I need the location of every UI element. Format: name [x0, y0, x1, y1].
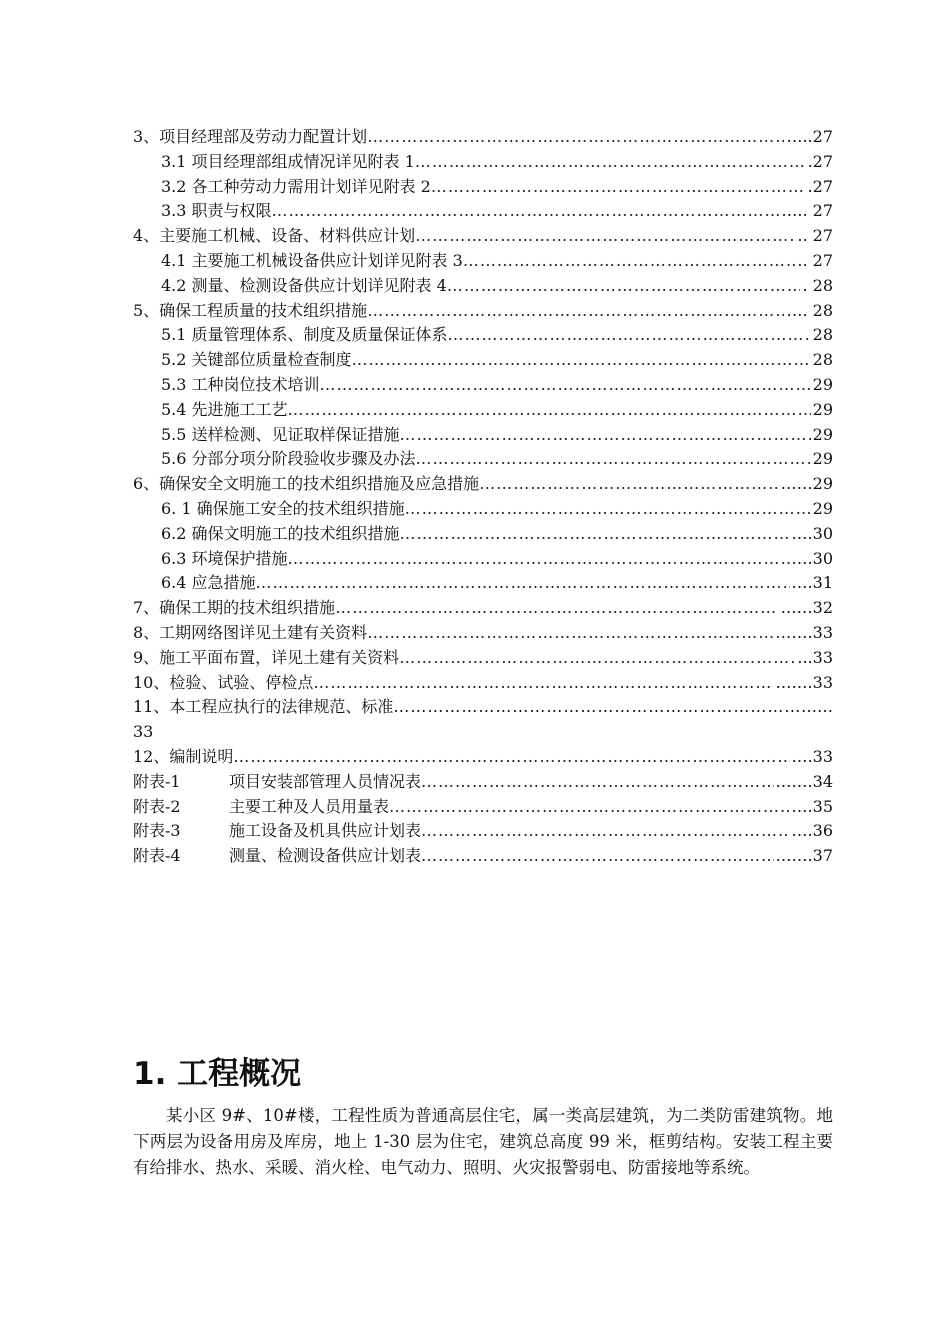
toc-entry-label: 5.2 关键部位质量检查制度: [161, 350, 352, 370]
toc-entry-3[interactable]: [133, 125, 833, 150]
toc-entry-8[interactable]: [133, 621, 833, 646]
toc-entry-12[interactable]: [133, 745, 833, 770]
toc-entry-label: 4、主要施工机械、设备、材料供应计划: [133, 226, 416, 246]
toc-entry-6-4[interactable]: [133, 571, 833, 596]
toc-entry-page: .27: [807, 176, 833, 196]
toc-appendix-3[interactable]: [133, 819, 833, 844]
toc-entry-page: 29: [812, 498, 833, 518]
toc-entry-label: 12、编制说明: [133, 746, 234, 766]
toc-entry-page: ….36: [791, 821, 833, 841]
toc-entry-page-wrapped: 33: [133, 722, 154, 742]
toc-entry-11[interactable]: [133, 695, 833, 745]
toc-entry-page: ….. 27: [781, 201, 833, 221]
toc-entry-page: …..27: [786, 127, 833, 146]
toc-leader-dots: [389, 795, 790, 820]
toc-leader-dots: [288, 547, 790, 572]
toc-entry-3-1[interactable]: [133, 150, 833, 175]
toc-entry-5-4[interactable]: [133, 398, 833, 423]
toc-entry-page: .. 27: [797, 250, 833, 270]
toc-entry-6-1[interactable]: [133, 497, 833, 522]
toc-leader-dots: [447, 274, 801, 299]
toc-entry-5-1[interactable]: [133, 323, 833, 348]
toc-entry-6-2[interactable]: [133, 522, 833, 547]
appendix-code: 附表-1: [133, 771, 181, 791]
toc-leader-dots: [367, 125, 784, 150]
toc-entry-6-3[interactable]: [133, 547, 833, 572]
toc-leader-dots: [448, 323, 811, 348]
toc-entry-page: ……29: [780, 474, 833, 494]
toc-leader-dots: [399, 646, 795, 671]
toc-leader-dots: [400, 423, 811, 448]
toc-leader-dots: [400, 522, 790, 547]
toc-entry-page: . 28: [802, 275, 833, 295]
appendix-code: 附表-4: [133, 846, 181, 866]
toc-entry-7[interactable]: [133, 596, 833, 621]
toc-entry-label: 6.3 环境保护措施: [161, 548, 288, 568]
toc-entry-label: 8、工期网络图详见土建有关资料: [133, 622, 368, 642]
toc-leader-dots: [421, 844, 774, 869]
toc-entry-page: ...33: [797, 647, 833, 667]
toc-entry-page: 29: [812, 374, 833, 394]
toc-entry-5-5[interactable]: [133, 423, 833, 448]
toc-leader-dots: [415, 224, 795, 249]
toc-leader-dots: [463, 249, 796, 274]
toc-entry-page: ….33: [791, 622, 833, 642]
toc-entry-5-2[interactable]: [133, 348, 833, 373]
toc-leader-dots: [288, 398, 811, 423]
appendix-title: 主要工种及人员用量表: [229, 796, 390, 816]
toc-entry-page: 29: [812, 449, 833, 469]
toc-entry-page: ….30: [791, 523, 833, 543]
section-paragraph: 某小区 9#、10#楼，工程性质为普通高层住宅，属一类高层建筑，为二类防雷建筑物。地下两层为设备用房及库房，地上 1-30 层为住宅，建筑总高度 99 米，框剪结构。安装工程主要有给排水、热水、采暖、消火栓、电气动力、照明、火灾报警弱电、防雷接地等系统。: [133, 1106, 833, 1177]
toc-leader-dots: [272, 199, 780, 224]
appendix-code: 附表-3: [133, 821, 181, 841]
appendix-title: 测量、检测设备供应计划表: [229, 846, 422, 866]
toc-entry-page: 29: [812, 424, 833, 444]
toc-entry-page: .27: [807, 151, 833, 171]
toc-leader-dots: [479, 472, 778, 497]
toc-leader-dots: [335, 596, 778, 621]
toc-leader-dots: [367, 621, 789, 646]
toc-entry-label: 5、确保工程质量的技术组织措施: [133, 300, 368, 320]
toc-entry-label: 5.4 先进施工工艺: [161, 399, 288, 419]
toc-leader-dots: [405, 497, 811, 522]
toc-entry-label: 9、施工平面布置，详见土建有关资料: [133, 647, 400, 667]
toc-entry-label: 3、项目经理部及劳动力配置计划: [133, 127, 368, 146]
toc-entry-label: 7、确保工期的技术组织措施: [133, 598, 336, 618]
toc-entry-page: 29: [812, 399, 833, 419]
toc-entry-page: …. 28: [786, 300, 833, 320]
toc-leader-dots: [367, 299, 784, 324]
toc-entry-page: 28: [812, 350, 833, 370]
toc-leader-dots: [393, 695, 801, 720]
toc-leader-dots: [352, 348, 811, 373]
toc-leader-dots: [313, 671, 773, 696]
toc-entry-6[interactable]: [133, 472, 833, 497]
toc-entry-label: 6.4 应急措施: [161, 573, 256, 593]
toc-leader-dots: [431, 175, 806, 200]
appendix-code: 附表-2: [133, 796, 181, 816]
toc-leader-dots: [416, 447, 811, 472]
toc-entry-4-2[interactable]: [133, 274, 833, 299]
toc-entry-label: 6. 1 确保施工安全的技术组织措施: [161, 498, 405, 518]
toc-entry-page: ….33: [791, 746, 833, 766]
toc-entry-label: [133, 844, 421, 869]
appendix-title: 施工设备及机具供应计划表: [229, 821, 422, 841]
toc-entry-label: 4.1 主要施工机械设备供应计划详见附表 3: [161, 250, 463, 270]
toc-entry-label: 3.2 各工种劳动力需用计划详见附表 2: [161, 176, 431, 196]
toc-entry-page: …….37: [775, 846, 833, 866]
toc-entry-page: …….33: [775, 672, 833, 692]
toc-entry-4-1[interactable]: [133, 249, 833, 274]
toc-entry-5-6[interactable]: [133, 447, 833, 472]
toc-entry-label: 4.2 测量、检测设备供应计划详见附表 4: [161, 275, 447, 295]
toc-entry-page: .. 27: [797, 226, 833, 246]
toc-leader-dots: [256, 571, 790, 596]
toc-entry-label: 3.3 职责与权限: [161, 201, 272, 221]
section-heading: 1. 工程概况: [133, 1056, 302, 1092]
toc-entry-label: [133, 819, 421, 844]
toc-entry-label: 5.1 质量管理体系、制度及质量保证体系: [161, 325, 448, 345]
toc-leader-dots: [415, 150, 806, 175]
toc-entry-label: [133, 770, 421, 795]
toc-entry-label: 10、检验、试验、停检点: [133, 672, 314, 692]
toc-entry-page: ……: [801, 697, 833, 717]
toc-entry-page: ….31: [791, 573, 833, 593]
toc-appendix-2[interactable]: [133, 795, 833, 820]
toc-entry-label: 5.5 送样检测、见证取样保证措施: [161, 424, 400, 444]
toc-entry-page: 28: [812, 325, 833, 345]
toc-entry-label: 5.3 工种岗位技术培训: [161, 374, 320, 394]
toc-entry-label: 5.6 分部分项分阶段验收步骤及办法: [161, 449, 416, 469]
toc-entry-3-3[interactable]: [133, 199, 833, 224]
toc-entry-label: 6、确保安全文明施工的技术组织措施及应急措施: [133, 474, 480, 494]
toc-entry-page: …….34: [775, 771, 833, 791]
toc-appendix-4[interactable]: [133, 844, 833, 869]
toc-entry-9[interactable]: [133, 646, 833, 671]
toc-entry-10[interactable]: [133, 671, 833, 696]
toc-entry-label: 11、本工程应执行的法律规范、标准: [133, 697, 394, 717]
toc-leader-dots: [421, 770, 774, 795]
toc-entry-page: ……32: [780, 598, 833, 618]
toc-entry-3-2[interactable]: [133, 175, 833, 200]
toc-entry-5[interactable]: [133, 299, 833, 324]
toc-entry-page: ….30: [791, 548, 833, 568]
section-project-overview: [133, 1048, 833, 1181]
appendix-title: 项目安装部管理人员情况表: [229, 771, 422, 791]
table-of-contents: [133, 125, 833, 869]
toc-leader-dots: [320, 373, 811, 398]
toc-leader-dots: [233, 745, 789, 770]
toc-entry-5-3[interactable]: [133, 373, 833, 398]
toc-entry-label: 3.1 项目经理部组成情况详见附表 1: [161, 151, 415, 171]
toc-entry-page: ….35: [791, 796, 833, 816]
toc-leader-dots: [421, 819, 790, 844]
toc-entry-label: 6.2 确保文明施工的技术组织措施: [161, 523, 400, 543]
toc-entry-4[interactable]: [133, 224, 833, 249]
toc-entry-label: [133, 795, 389, 820]
toc-appendix-1[interactable]: [133, 770, 833, 795]
